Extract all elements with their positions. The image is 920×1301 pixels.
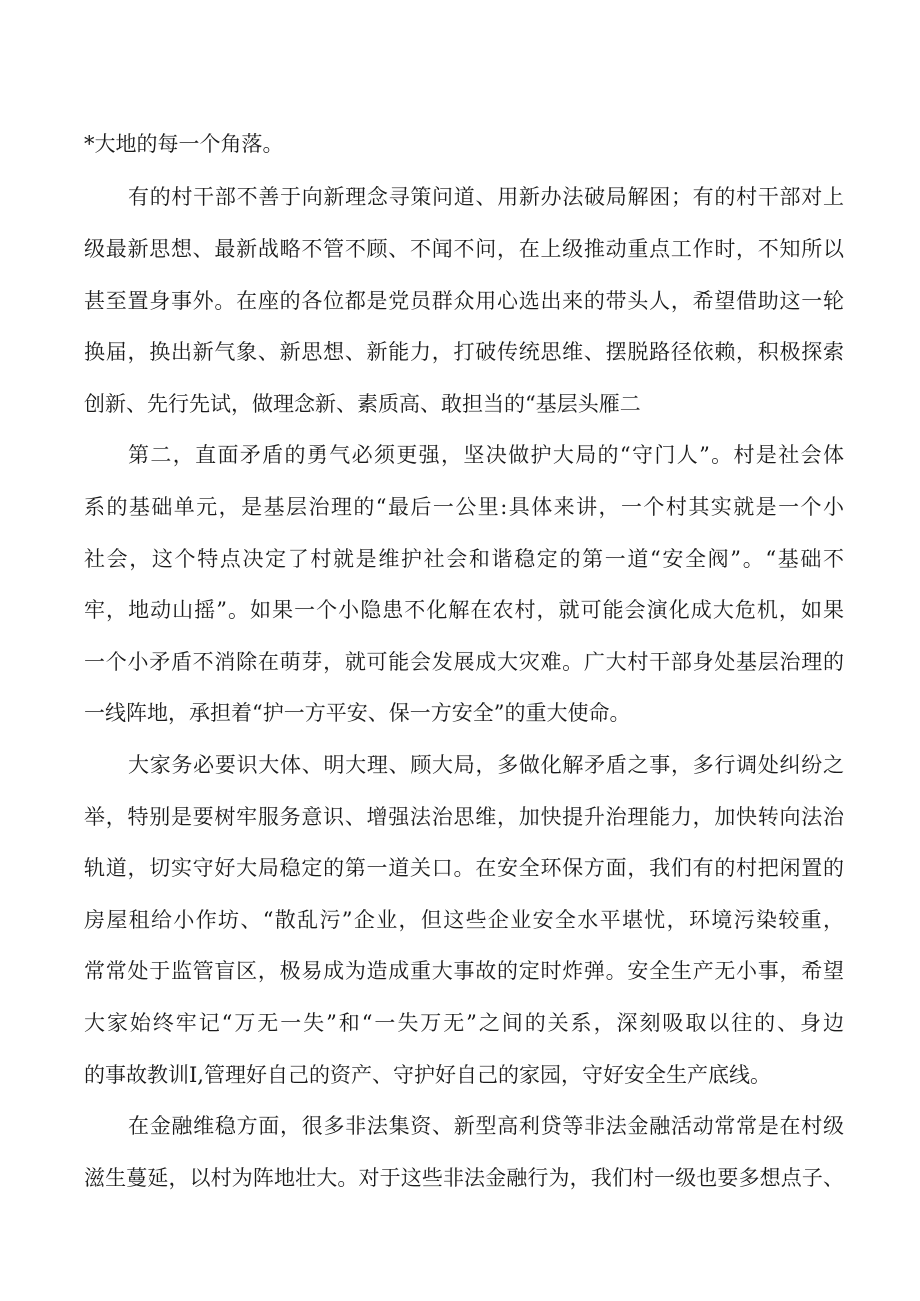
text-line: 社会，这个特点决定了村就是维护社会和谐稳定的第一道“安全阀”。“基础不: [84, 547, 844, 571]
paragraph-first-line: 大家务必要识大体、明大理、顾大局，多做化解矛盾之事，多行调处纠纷之: [128, 753, 844, 777]
text-line: 的事故教训I,管理好自己的资产、守护好自己的家园，守好安全生产底线。: [84, 1063, 771, 1087]
text-line: 创新、先行先试，做理念新、素质高、敢担当的“基层头雁二: [84, 392, 641, 416]
text-line: 甚至置身事外。在座的各位都是党员群众用心选出来的带头人，希望借助这一轮: [84, 289, 844, 313]
text-line: 大家始终牢记“万无一失”和“一失万无”之间的关系，深刻吸取以往的、身边: [84, 1011, 844, 1035]
text-line: 房屋租给小作坊、“散乱污”企业，但这些企业安全水平堪忧，环境污染较重，: [84, 908, 844, 932]
text-line: 一线阵地，承担着“护一方平安、保一方安全”的重大使命。: [84, 701, 631, 725]
paragraph-first-line: 有的村干部不善于向新理念寻策问道、用新办法破局解困；有的村干部对上: [128, 185, 844, 209]
text-line: 级最新思想、最新战略不管不顾、不闻不问，在上级推动重点工作时，不知所以: [84, 237, 844, 261]
text-line: 牢，地动山摇”。如果一个小隐患不化解在农村，就可能会演化成大危机，如果: [84, 598, 844, 622]
text-line: 一个小矛盾不消除在萌芽，就可能会发展成大灾难。广大村干部身处基层治理的: [84, 650, 844, 674]
text-line: *大地的每一个角落。: [84, 132, 284, 156]
text-line: 轨道，切实守好大局稳定的第一道关口。在安全环保方面，我们有的村把闲置的: [84, 856, 844, 880]
text-line: 换届，换出新气象、新思想、新能力，打破传统思维、摆脱路径依赖，积极探索: [84, 340, 844, 364]
text-line: 系的基础单元，是基层治理的“最后一公里:具体来讲，一个村其实就是一个小: [84, 495, 844, 519]
text-line: 常常处于监管盲区，极易成为造成重大事故的定时炸弹。安全生产无小事，希望: [84, 959, 844, 983]
paragraph-first-line: 第二，直面矛盾的勇气必须更强，坚决做护大局的“守门人”。村是社会体: [128, 443, 844, 467]
text-line: 举，特别是要树牢服务意识、增强法治思维，加快提升治理能力，加快转向法治: [84, 805, 844, 829]
paragraph-first-line: 在金融维稳方面，很多非法集资、新型高利贷等非法金融活动常常是在村级: [128, 1114, 844, 1138]
text-line: 滋生蔓延，以村为阵地壮大。对于这些非法金融行为，我们村一级也要多想点子、: [84, 1166, 844, 1190]
